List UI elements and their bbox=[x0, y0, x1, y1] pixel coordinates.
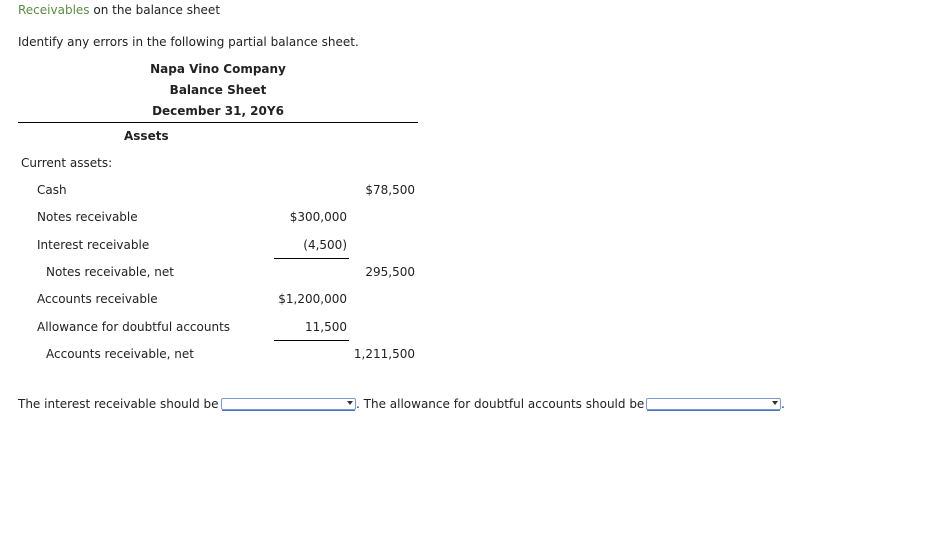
instructions: Identify any errors in the following partial balance sheet. bbox=[18, 35, 359, 49]
chevron-down-icon bbox=[772, 401, 778, 405]
interest-receivable-amount: (4,500) bbox=[303, 238, 347, 252]
notes-subtotal-rule bbox=[274, 258, 349, 259]
chevron-down-icon bbox=[347, 401, 353, 405]
accounts-net-label: Accounts receivable, net bbox=[46, 347, 194, 361]
statement-date: December 31, 20Y6 bbox=[152, 104, 284, 118]
statement-title: Balance Sheet bbox=[169, 83, 267, 97]
interest-receivable-label: Interest receivable bbox=[37, 238, 150, 252]
accounts-receivable-amount: $1,200,000 bbox=[278, 292, 347, 306]
accounts-subtotal-rule bbox=[274, 340, 349, 341]
accounts-net-amount: 1,211,500 bbox=[353, 347, 415, 361]
question-end: . bbox=[781, 397, 785, 411]
notes-receivable-label: Notes receivable bbox=[37, 210, 138, 224]
assets-heading: Assets bbox=[124, 129, 169, 143]
current-assets-label: Current assets: bbox=[21, 156, 113, 170]
allowance-label: Allowance for doubtful accounts bbox=[37, 320, 231, 334]
question-part1: The interest receivable should be bbox=[18, 397, 219, 411]
cash-amount: $78,500 bbox=[365, 183, 415, 197]
allowance-select[interactable] bbox=[646, 398, 781, 410]
accounts-receivable-label: Accounts receivable bbox=[37, 292, 158, 306]
notes-net-amount: 295,500 bbox=[365, 265, 415, 279]
company-name: Napa Vino Company bbox=[150, 62, 286, 76]
notes-net-label: Notes receivable, net bbox=[46, 265, 174, 279]
breadcrumb-rest: on the balance sheet bbox=[89, 3, 221, 17]
receivables-link[interactable]: Receivables bbox=[18, 3, 90, 17]
cash-label: Cash bbox=[37, 183, 67, 197]
header-rule bbox=[18, 122, 418, 123]
breadcrumb bbox=[18, 3, 220, 17]
notes-receivable-amount: $300,000 bbox=[289, 210, 347, 224]
question-part2: . The allowance for doubtful accounts should be bbox=[356, 397, 645, 411]
allowance-amount: 11,500 bbox=[305, 320, 347, 334]
interest-receivable-select[interactable] bbox=[221, 398, 356, 410]
